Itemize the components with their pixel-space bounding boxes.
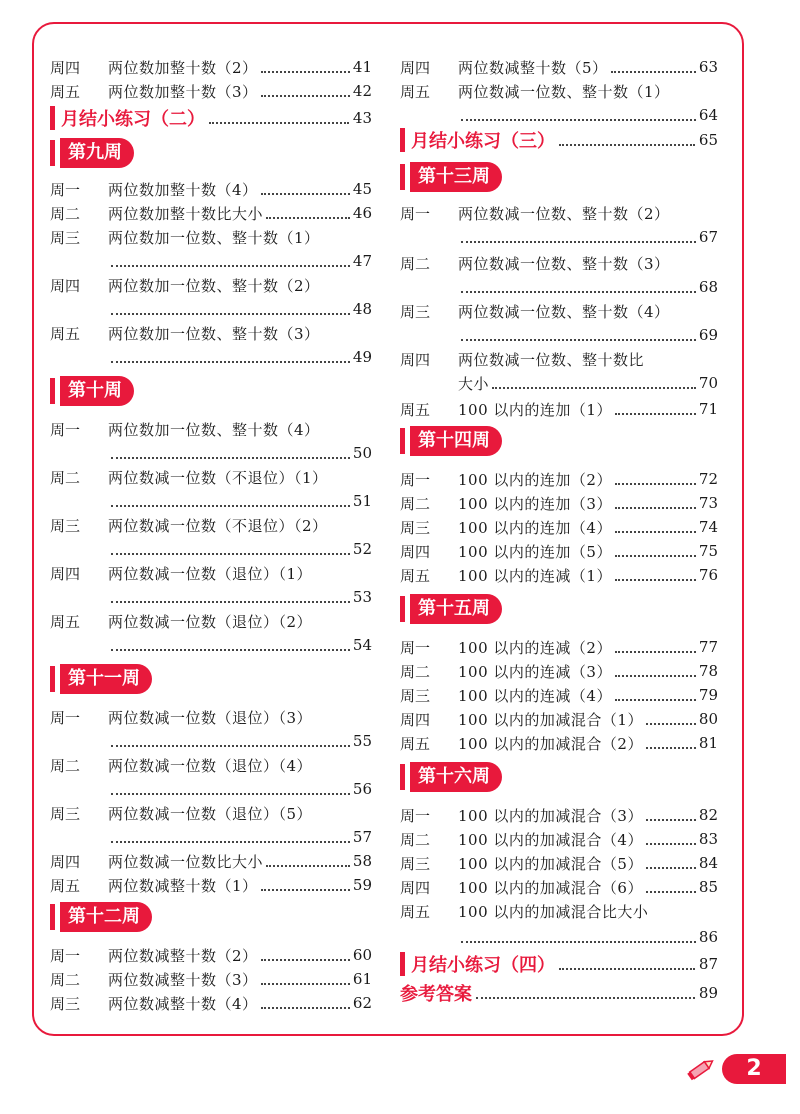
entry-page: 56 bbox=[352, 780, 372, 798]
section-label: 参考答案 bbox=[400, 984, 472, 1005]
leader-dots bbox=[646, 891, 696, 893]
entry-day: 周一 bbox=[50, 708, 81, 727]
entry-title: 两位数减一位数（不退位）（1） bbox=[108, 468, 328, 487]
toc-entry-continued[interactable] bbox=[50, 634, 372, 656]
entry-page: 45 bbox=[352, 180, 372, 198]
toc-entry[interactable] bbox=[400, 852, 718, 874]
week-13-header[interactable] bbox=[400, 162, 502, 192]
toc-entry[interactable] bbox=[400, 56, 718, 78]
entry-title: 100 以内的加减混合（3） bbox=[458, 806, 643, 825]
leader-dots bbox=[615, 483, 696, 485]
accent-bar bbox=[50, 666, 55, 692]
entry-day: 周三 bbox=[50, 804, 81, 823]
entry-page: 61 bbox=[352, 970, 372, 988]
toc-entry-continued[interactable] bbox=[400, 324, 718, 346]
toc-entry[interactable] bbox=[50, 80, 372, 102]
leader-dots bbox=[111, 457, 350, 459]
entry-title: 100 以内的加减混合比大小 bbox=[458, 902, 649, 921]
entry-day: 周四 bbox=[400, 58, 431, 77]
entry-title: 100 以内的加减混合（6） bbox=[458, 878, 643, 897]
week-15-header[interactable] bbox=[400, 594, 502, 624]
toc-entry[interactable] bbox=[400, 398, 718, 420]
leader-dots bbox=[492, 387, 696, 389]
entry-page: 59 bbox=[352, 876, 372, 894]
leader-dots bbox=[261, 71, 350, 73]
leader-dots bbox=[646, 867, 696, 869]
leader-dots bbox=[615, 531, 696, 533]
leader-dots bbox=[261, 959, 350, 961]
leader-dots bbox=[461, 241, 696, 243]
entry-day: 周二 bbox=[400, 254, 431, 273]
accent-bar bbox=[400, 428, 405, 454]
leader-dots bbox=[615, 579, 696, 581]
week-10-header[interactable] bbox=[50, 376, 134, 406]
entry-page: 74 bbox=[698, 518, 718, 536]
toc-entry[interactable] bbox=[400, 252, 718, 274]
leader-dots bbox=[559, 144, 695, 146]
week-11-header[interactable] bbox=[50, 664, 152, 694]
toc-entry[interactable] bbox=[50, 850, 372, 872]
entry-day: 周一 bbox=[50, 946, 81, 965]
leader-dots bbox=[646, 723, 696, 725]
leader-dots bbox=[111, 265, 350, 267]
week-label: 第十三周 bbox=[410, 162, 502, 192]
entry-day: 周四 bbox=[50, 58, 81, 77]
week-14-header[interactable] bbox=[400, 426, 502, 456]
toc-entry[interactable] bbox=[50, 56, 372, 78]
section-label: 月结小练习（四） bbox=[411, 955, 555, 976]
leader-dots bbox=[646, 747, 696, 749]
entry-day: 周五 bbox=[400, 566, 431, 585]
accent-bar bbox=[50, 904, 55, 930]
entry-day: 周一 bbox=[400, 204, 431, 223]
toc-entry-continued[interactable] bbox=[50, 586, 372, 608]
leader-dots bbox=[646, 819, 696, 821]
leader-dots bbox=[111, 841, 350, 843]
entry-day: 周一 bbox=[400, 470, 431, 489]
toc-entry[interactable] bbox=[50, 202, 372, 224]
toc-entry[interactable] bbox=[400, 300, 718, 322]
entry-page: 81 bbox=[698, 734, 718, 752]
entry-title: 100 以内的连加（4） bbox=[458, 518, 612, 537]
entry-day: 周二 bbox=[50, 204, 81, 223]
entry-day: 周五 bbox=[50, 82, 81, 101]
toc-entry[interactable] bbox=[400, 900, 718, 922]
leader-dots bbox=[111, 793, 350, 795]
entry-day: 周三 bbox=[50, 228, 81, 247]
entry-title: 两位数减一位数、整十数比 bbox=[458, 350, 645, 369]
entry-day: 周一 bbox=[50, 420, 81, 439]
entry-title: 100 以内的连加（5） bbox=[458, 542, 612, 561]
toc-entry[interactable] bbox=[50, 514, 372, 536]
entry-day: 周五 bbox=[50, 324, 81, 343]
leader-dots bbox=[615, 699, 696, 701]
monthly-practice-3[interactable] bbox=[400, 126, 718, 154]
toc-entry[interactable] bbox=[50, 944, 372, 966]
entry-day: 周三 bbox=[50, 994, 81, 1013]
toc-entry-continued[interactable] bbox=[400, 926, 718, 948]
week-label: 第十四周 bbox=[410, 426, 502, 456]
entry-title: 两位数减整十数（4） bbox=[108, 994, 258, 1013]
entry-page: 42 bbox=[352, 82, 372, 100]
toc-entry[interactable] bbox=[400, 516, 718, 538]
entry-title: 两位数减一位数（退位）（1） bbox=[108, 564, 313, 583]
entry-page: 48 bbox=[352, 300, 372, 318]
accent-bar bbox=[400, 952, 405, 976]
toc-entry[interactable] bbox=[50, 322, 372, 344]
leader-dots bbox=[261, 95, 350, 97]
entry-day: 周五 bbox=[50, 876, 81, 895]
toc-entry[interactable] bbox=[50, 274, 372, 296]
accent-bar bbox=[400, 128, 405, 152]
toc-entry[interactable] bbox=[50, 968, 372, 990]
accent-bar bbox=[50, 140, 55, 166]
week-label: 第九周 bbox=[60, 138, 134, 168]
entry-day: 周二 bbox=[50, 756, 81, 775]
entry-page: 50 bbox=[352, 444, 372, 462]
entry-page: 67 bbox=[698, 228, 718, 246]
entry-title: 两位数减整十数（2） bbox=[108, 946, 258, 965]
toc-entry[interactable] bbox=[400, 684, 718, 706]
entry-title: 两位数减一位数比大小 bbox=[108, 852, 264, 871]
toc-entry-continued[interactable] bbox=[50, 730, 372, 752]
entry-page: 75 bbox=[698, 542, 718, 560]
week-16-header[interactable] bbox=[400, 762, 502, 792]
toc-entry[interactable] bbox=[50, 992, 372, 1014]
entry-day: 周四 bbox=[50, 852, 81, 871]
toc-entry[interactable] bbox=[400, 564, 718, 586]
toc-entry[interactable] bbox=[400, 876, 718, 898]
entry-day: 周五 bbox=[400, 82, 431, 101]
leader-dots bbox=[261, 193, 350, 195]
entry-title: 两位数减整十数（1） bbox=[108, 876, 258, 895]
toc-entry[interactable] bbox=[400, 804, 718, 826]
toc-entry-continued[interactable] bbox=[50, 442, 372, 464]
entry-day: 周五 bbox=[50, 612, 81, 631]
toc-entry-continued[interactable] bbox=[400, 104, 718, 126]
toc-entry-continued[interactable] bbox=[50, 298, 372, 320]
toc-entry[interactable] bbox=[400, 732, 718, 754]
entry-title: 100 以内的连加（3） bbox=[458, 494, 612, 513]
toc-entry-continued[interactable] bbox=[400, 276, 718, 298]
entry-page: 73 bbox=[698, 494, 718, 512]
entry-page: 86 bbox=[698, 928, 718, 946]
accent-bar bbox=[50, 378, 55, 404]
leader-dots bbox=[111, 553, 350, 555]
entry-page: 43 bbox=[352, 109, 372, 127]
leader-dots bbox=[461, 291, 696, 293]
toc-entry[interactable] bbox=[400, 468, 718, 490]
accent-bar bbox=[400, 764, 405, 790]
entry-page: 71 bbox=[698, 400, 718, 418]
entry-title: 两位数减一位数（退位）（4） bbox=[108, 756, 313, 775]
entry-title: 两位数加一位数、整十数（2） bbox=[108, 276, 320, 295]
entry-day: 周四 bbox=[50, 276, 81, 295]
leader-dots bbox=[111, 361, 350, 363]
leader-dots bbox=[266, 865, 350, 867]
leader-dots bbox=[615, 675, 696, 677]
leader-dots bbox=[461, 941, 696, 943]
entry-title: 两位数减一位数（退位）（5） bbox=[108, 804, 313, 823]
entry-title: 两位数减一位数（不退位）（2） bbox=[108, 516, 328, 535]
entry-day: 周二 bbox=[50, 970, 81, 989]
section-label: 月结小练习（二） bbox=[61, 109, 205, 130]
entry-day: 周四 bbox=[400, 878, 431, 897]
entry-page: 51 bbox=[352, 492, 372, 510]
toc-entry[interactable] bbox=[400, 660, 718, 682]
toc-entry[interactable] bbox=[400, 828, 718, 850]
leader-dots bbox=[611, 71, 696, 73]
toc-entry[interactable] bbox=[400, 636, 718, 658]
entry-page: 89 bbox=[698, 984, 718, 1002]
entry-page: 85 bbox=[698, 878, 718, 896]
leader-dots bbox=[111, 313, 350, 315]
entry-page: 53 bbox=[352, 588, 372, 606]
leader-dots bbox=[261, 983, 350, 985]
leader-dots bbox=[461, 339, 696, 341]
entry-title: 两位数加一位数、整十数（4） bbox=[108, 420, 320, 439]
week-9-header[interactable] bbox=[50, 138, 134, 168]
toc-entry-continued[interactable] bbox=[50, 250, 372, 272]
answer-key-entry[interactable] bbox=[400, 980, 718, 1006]
entry-page: 84 bbox=[698, 854, 718, 872]
toc-entry-continued[interactable] bbox=[50, 778, 372, 800]
entry-title: 两位数减一位数、整十数（2） bbox=[458, 204, 670, 223]
entry-page: 69 bbox=[698, 326, 718, 344]
week-label: 第十周 bbox=[60, 376, 134, 406]
entry-title: 100 以内的连加（2） bbox=[458, 470, 612, 489]
week-label: 第十一周 bbox=[60, 664, 152, 694]
leader-dots bbox=[261, 1007, 350, 1009]
toc-entry[interactable] bbox=[50, 226, 372, 248]
monthly-practice-2[interactable] bbox=[50, 104, 372, 132]
entry-page: 54 bbox=[352, 636, 372, 654]
entry-page: 52 bbox=[352, 540, 372, 558]
week-label: 第十五周 bbox=[410, 594, 502, 624]
entry-page: 64 bbox=[698, 106, 718, 124]
entry-page: 79 bbox=[698, 686, 718, 704]
entry-page: 83 bbox=[698, 830, 718, 848]
entry-day: 周三 bbox=[400, 518, 431, 537]
entry-page: 70 bbox=[698, 374, 718, 392]
entry-day: 周二 bbox=[400, 830, 431, 849]
leader-dots bbox=[461, 119, 696, 121]
leader-dots bbox=[111, 649, 350, 651]
entry-day: 周二 bbox=[400, 494, 431, 513]
entry-title: 两位数加整十数（2） bbox=[108, 58, 258, 77]
toc-entry[interactable] bbox=[50, 802, 372, 824]
toc-entry-continued[interactable] bbox=[400, 226, 718, 248]
entry-page: 41 bbox=[352, 58, 372, 76]
entry-page: 58 bbox=[352, 852, 372, 870]
entry-day: 周二 bbox=[50, 468, 81, 487]
entry-title: 100 以内的加减混合（4） bbox=[458, 830, 643, 849]
entry-day: 周四 bbox=[400, 542, 431, 561]
entry-title: 100 以内的连减（1） bbox=[458, 566, 612, 585]
entry-title: 100 以内的连减（4） bbox=[458, 686, 612, 705]
entry-title: 两位数减整十数（5） bbox=[458, 58, 608, 77]
entry-title: 两位数减整十数（3） bbox=[108, 970, 258, 989]
entry-title: 两位数加一位数、整十数（3） bbox=[108, 324, 320, 343]
entry-title: 大小 bbox=[458, 374, 490, 393]
entry-page: 47 bbox=[352, 252, 372, 270]
toc-entry-continued[interactable] bbox=[400, 372, 718, 394]
accent-bar bbox=[50, 106, 55, 130]
entry-page: 63 bbox=[698, 58, 718, 76]
week-12-header[interactable] bbox=[50, 902, 152, 932]
week-label: 第十二周 bbox=[60, 902, 152, 932]
entry-page: 72 bbox=[698, 470, 718, 488]
accent-bar bbox=[400, 596, 405, 622]
entry-title: 两位数减一位数（退位）（2） bbox=[108, 612, 313, 631]
entry-day: 周一 bbox=[400, 638, 431, 657]
entry-title: 两位数加整十数（4） bbox=[108, 180, 258, 199]
entry-title: 两位数减一位数、整十数（3） bbox=[458, 254, 670, 273]
toc-entry[interactable] bbox=[50, 418, 372, 440]
toc-entry-continued[interactable] bbox=[50, 826, 372, 848]
entry-day: 周三 bbox=[50, 516, 81, 535]
toc-entry[interactable] bbox=[50, 874, 372, 896]
toc-entry[interactable] bbox=[400, 708, 718, 730]
entry-title: 两位数减一位数、整十数（4） bbox=[458, 302, 670, 321]
entry-title: 100 以内的连减（2） bbox=[458, 638, 612, 657]
leader-dots bbox=[559, 968, 695, 970]
toc-entry[interactable] bbox=[400, 540, 718, 562]
toc-entry[interactable] bbox=[400, 202, 718, 224]
toc-entry[interactable] bbox=[400, 80, 718, 102]
entry-page: 57 bbox=[352, 828, 372, 846]
leader-dots bbox=[266, 217, 350, 219]
entry-title: 100 以内的加减混合（1） bbox=[458, 710, 643, 729]
entry-title: 100 以内的加减混合（2） bbox=[458, 734, 643, 753]
toc-entry[interactable] bbox=[400, 492, 718, 514]
toc-entry[interactable] bbox=[50, 706, 372, 728]
entry-title: 100 以内的加减混合（5） bbox=[458, 854, 643, 873]
leader-dots bbox=[615, 651, 696, 653]
entry-title: 两位数减一位数、整十数（1） bbox=[458, 82, 670, 101]
entry-title: 两位数加整十数比大小 bbox=[108, 204, 264, 223]
entry-day: 周五 bbox=[400, 400, 431, 419]
entry-title: 两位数加一位数、整十数（1） bbox=[108, 228, 320, 247]
page-number-badge: 2 bbox=[722, 1054, 786, 1084]
toc-entry[interactable] bbox=[50, 754, 372, 776]
leader-dots bbox=[615, 555, 696, 557]
leader-dots bbox=[111, 601, 350, 603]
entry-title: 两位数减一位数（退位）（3） bbox=[108, 708, 313, 727]
pencil-icon bbox=[684, 1052, 718, 1086]
toc-entry-continued[interactable] bbox=[50, 346, 372, 368]
entry-page: 78 bbox=[698, 662, 718, 680]
toc-entry[interactable] bbox=[50, 466, 372, 488]
entry-page: 87 bbox=[698, 955, 718, 973]
section-label: 月结小练习（三） bbox=[411, 131, 555, 152]
entry-page: 49 bbox=[352, 348, 372, 366]
entry-title: 两位数加整十数（3） bbox=[108, 82, 258, 101]
leader-dots bbox=[111, 505, 350, 507]
entry-page: 46 bbox=[352, 204, 372, 222]
entry-page: 76 bbox=[698, 566, 718, 584]
entry-day: 周三 bbox=[400, 686, 431, 705]
entry-page: 77 bbox=[698, 638, 718, 656]
accent-bar bbox=[400, 164, 405, 190]
entry-day: 周四 bbox=[400, 710, 431, 729]
entry-page: 80 bbox=[698, 710, 718, 728]
toc-entry-continued[interactable] bbox=[50, 538, 372, 560]
toc-entry[interactable] bbox=[50, 178, 372, 200]
entry-day: 周三 bbox=[400, 854, 431, 873]
entry-day: 周一 bbox=[50, 180, 81, 199]
entry-day: 周二 bbox=[400, 662, 431, 681]
entry-day: 周五 bbox=[400, 902, 431, 921]
entry-day: 周四 bbox=[400, 350, 431, 369]
leader-dots bbox=[476, 997, 695, 999]
leader-dots bbox=[209, 122, 349, 124]
entry-page: 65 bbox=[698, 131, 718, 149]
entry-day: 周三 bbox=[400, 302, 431, 321]
entry-page: 60 bbox=[352, 946, 372, 964]
entry-title: 100 以内的连减（3） bbox=[458, 662, 612, 681]
leader-dots bbox=[646, 843, 696, 845]
entry-title: 100 以内的连加（1） bbox=[458, 400, 612, 419]
toc-entry[interactable] bbox=[50, 610, 372, 632]
entry-day: 周五 bbox=[400, 734, 431, 753]
monthly-practice-4[interactable] bbox=[400, 950, 718, 978]
toc-entry[interactable] bbox=[400, 348, 718, 370]
entry-page: 82 bbox=[698, 806, 718, 824]
leader-dots bbox=[261, 889, 350, 891]
entry-page: 68 bbox=[698, 278, 718, 296]
toc-entry[interactable] bbox=[50, 562, 372, 584]
entry-page: 62 bbox=[352, 994, 372, 1012]
toc-entry-continued[interactable] bbox=[50, 490, 372, 512]
leader-dots bbox=[615, 413, 696, 415]
leader-dots bbox=[615, 507, 696, 509]
week-label: 第十六周 bbox=[410, 762, 502, 792]
entry-day: 周一 bbox=[400, 806, 431, 825]
leader-dots bbox=[111, 745, 350, 747]
entry-page: 55 bbox=[352, 732, 372, 750]
entry-day: 周四 bbox=[50, 564, 81, 583]
